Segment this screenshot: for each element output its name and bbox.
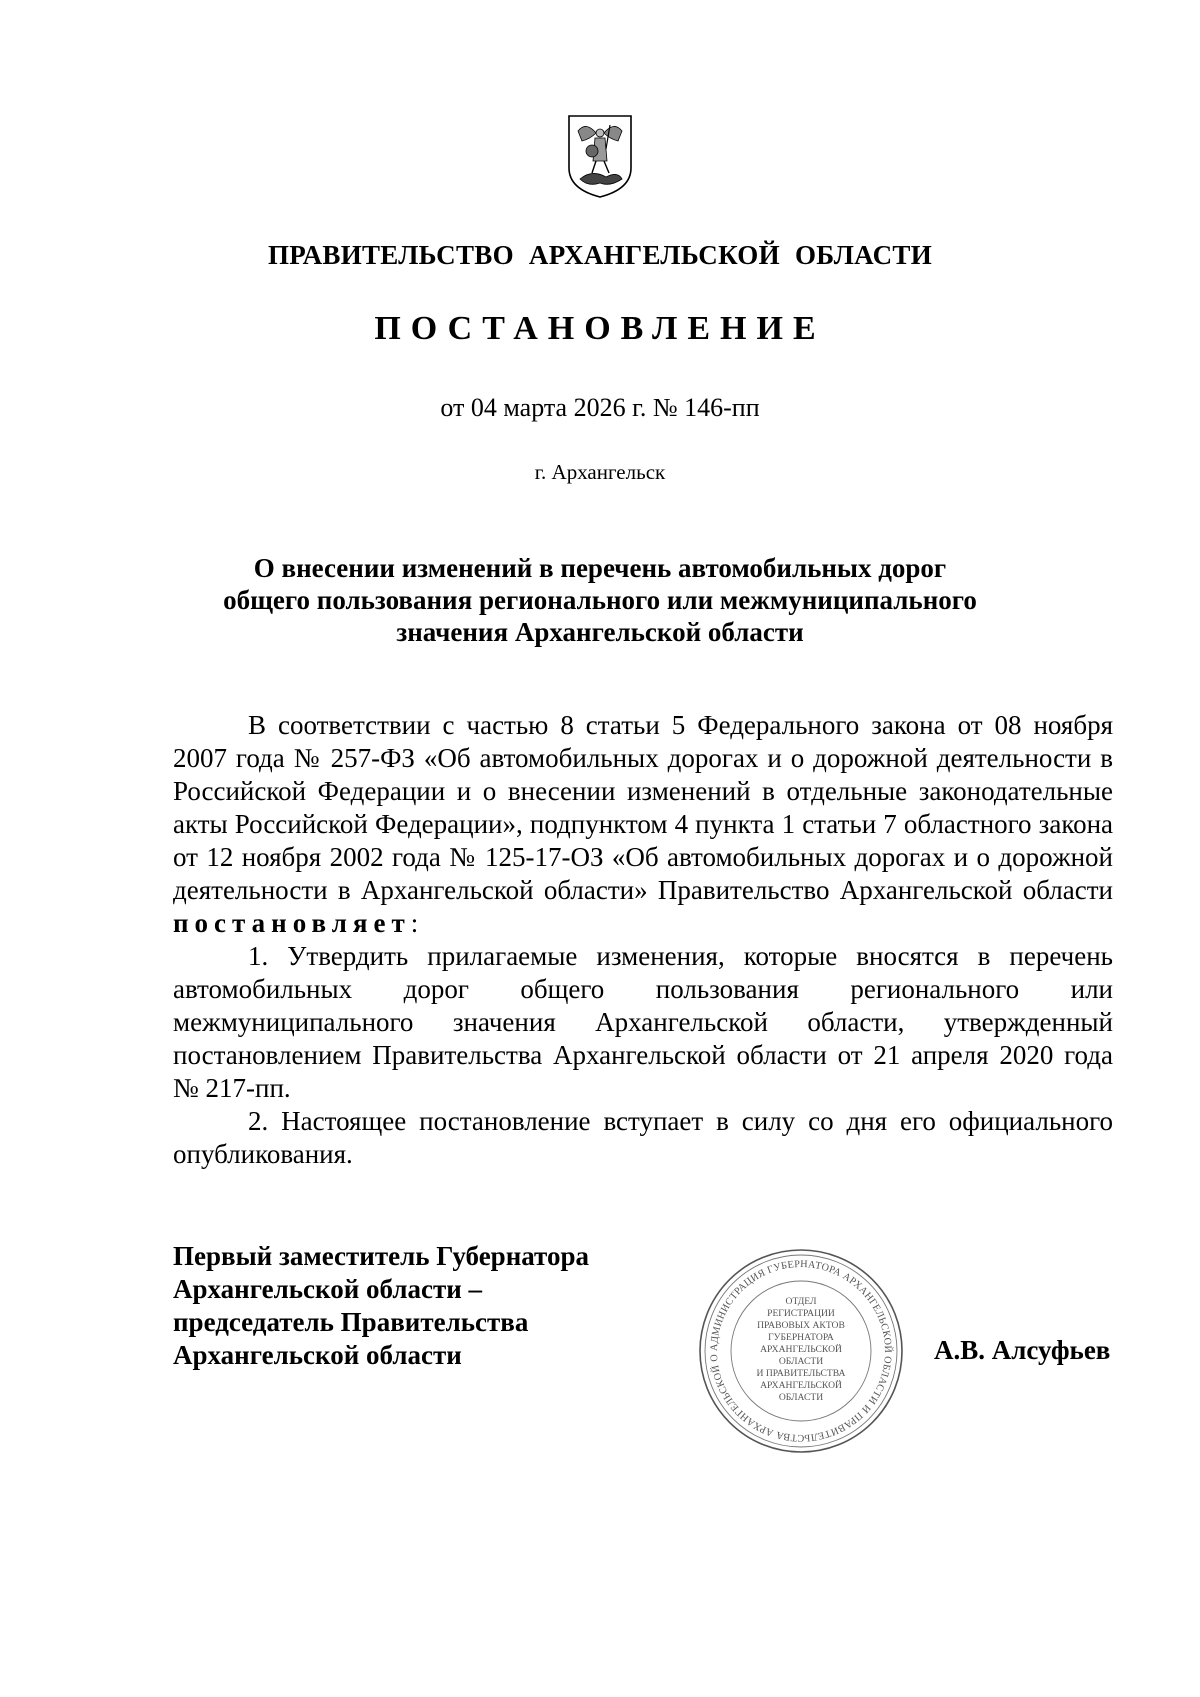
seal-inner-line: РЕГИСТРАЦИИ bbox=[767, 1308, 835, 1319]
decree-word: постановляет bbox=[173, 908, 411, 938]
preamble-paragraph bbox=[173, 709, 1113, 940]
organization-name: ПРАВИТЕЛЬСТВО АРХАНГЕЛЬСКОЙ ОБЛАСТИ bbox=[267, 240, 933, 270]
subject-line: О внесении изменений в перечень автомобильных дорог bbox=[253, 553, 947, 583]
signatory-title-line: председатель Правительства bbox=[173, 1307, 529, 1337]
signatory-title-line: Архангельской области bbox=[173, 1340, 462, 1370]
document-date-number: от 04 марта 2026 г. № 146-пп bbox=[440, 393, 760, 422]
preamble-text: В соответствии с частью 8 статьи 5 Федерального закона от 08 ноября 2007 года № 257-ФЗ «Об автомобильных дорогах и о дорожной деятельности в Российской Федерации и о внесении изменений в отдельные законодательные акты Российской Федерации», подпунктом 4 пункта 1 статьи 7 областного закона от 12 ноября 2002 года № 125-17-ОЗ «Об автомобильных дорогах и о дорожной деятельности в Архангельской области» Правительство Архангельской области bbox=[173, 710, 1113, 905]
subject-line: значения Архангельской области bbox=[396, 617, 804, 647]
seal-inner-line: ОБЛАСТИ bbox=[778, 1356, 824, 1367]
document-subject bbox=[0, 552, 1200, 648]
decree-colon: : bbox=[410, 908, 419, 938]
subject-line: общего пользования регионального или межмуниципального bbox=[223, 585, 977, 615]
document-type: ПОСТАНОВЛЕНИЕ bbox=[374, 310, 826, 347]
official-seal-icon bbox=[697, 1247, 905, 1455]
signatory-title-line: Архангельской области – bbox=[173, 1274, 483, 1304]
seal-inner-line: ОТДЕЛ bbox=[785, 1296, 817, 1307]
coat-of-arms-icon bbox=[566, 113, 634, 199]
seal-outer-text: АДМИНИСТРАЦИЯ ГУБЕРНАТОРА АРХАНГЕЛЬСКОЙ ОБЛАСТИ И ПРАВИТЕЛЬСТВА АРХАНГЕЛЬСКОЙ О bbox=[708, 1258, 894, 1444]
seal-inner-line: ОБЛАСТИ bbox=[778, 1392, 824, 1403]
signatory-name: А.В. Алсуфьев bbox=[934, 1335, 1111, 1365]
seal-inner-line: И ПРАВИТЕЛЬСТВА bbox=[756, 1368, 846, 1379]
seal-inner-line: ГУБЕРНАТОРА bbox=[768, 1332, 834, 1343]
item-1-paragraph: 1. Утвердить прилагаемые изменения, которые вносятся в перечень автомобильных дорог общего пользования регионального или межмуниципального значения Архангельской области, утвержденный постановлением Правительства Архангельской области от 21 апреля 2020 года № 217-пп. bbox=[173, 941, 1113, 1103]
seal-inner-line: АРХАНГЕЛЬСКОЙ bbox=[760, 1344, 842, 1355]
document-city: г. Архангельск bbox=[534, 460, 666, 484]
document-body bbox=[173, 709, 1113, 1171]
signatory-title-line: Первый заместитель Губернатора bbox=[173, 1241, 589, 1271]
item-2-paragraph: 2. Настоящее постановление вступает в силу со дня его официального опубликования. bbox=[173, 1106, 1113, 1169]
seal-inner-line: ПРАВОВЫХ АКТОВ bbox=[757, 1320, 845, 1331]
seal-inner-line: АРХАНГЕЛЬСКОЙ bbox=[760, 1380, 842, 1391]
signatory-title bbox=[173, 1240, 589, 1372]
